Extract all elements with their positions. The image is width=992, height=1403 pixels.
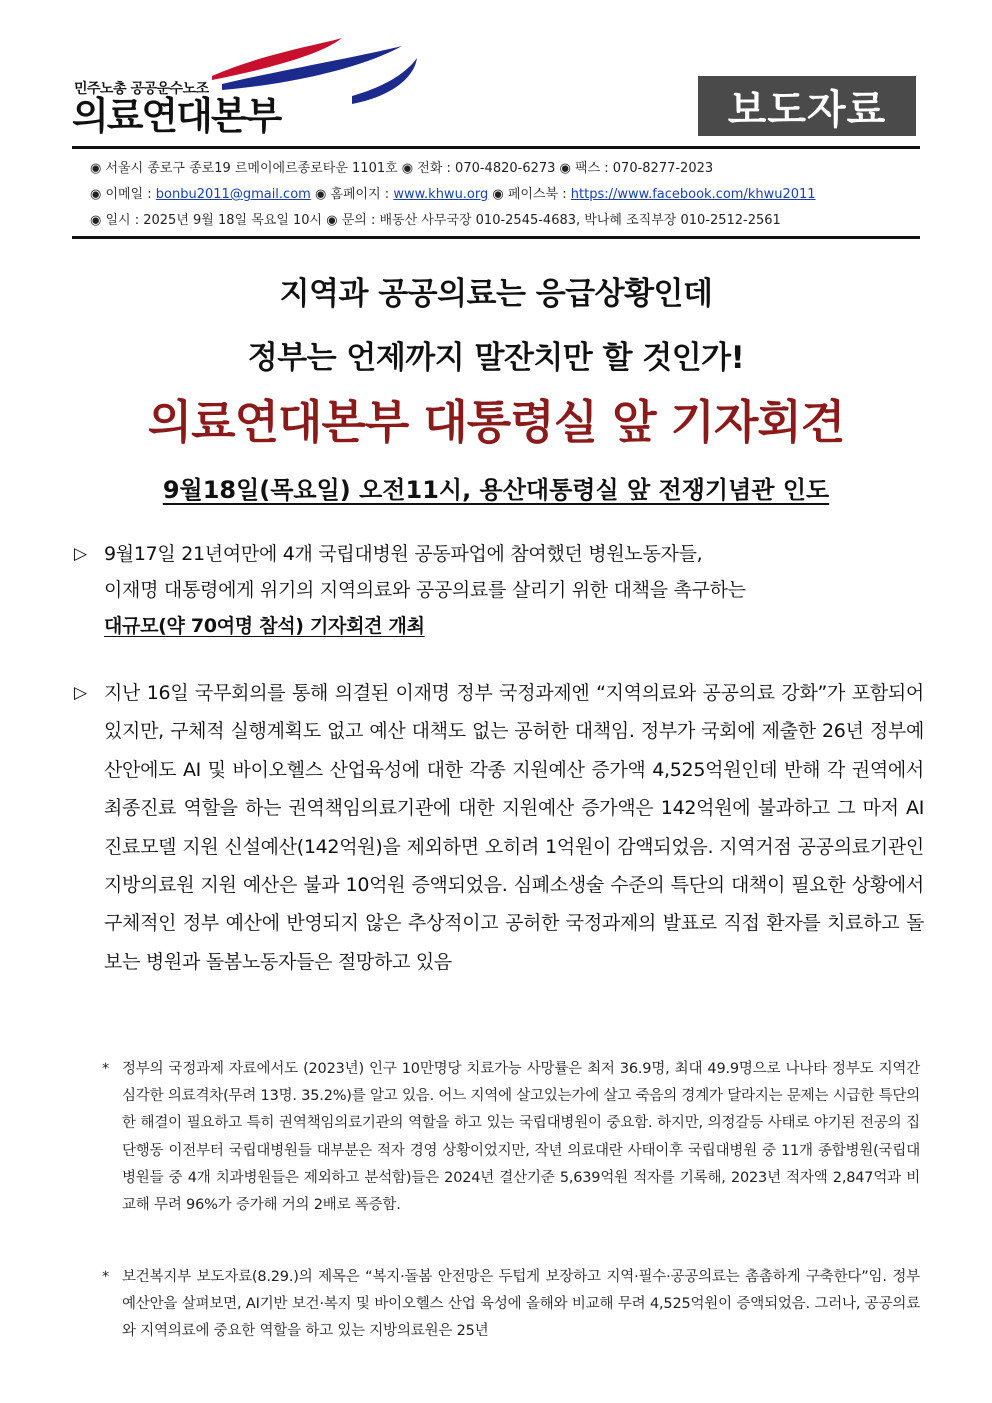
email-label: ◉ 이메일 :	[90, 187, 156, 202]
bullet-2-text: 지난 16일 국무회의를 통해 의결된 이재명 정부 국정과제엔 “지역의료와 공공의료 강화”가 포함되어 있지만, 구체적 실행계획도 없고 예산 대책도 없는 공허한 대책임. 정부가 국회에 제출한 26년 정부예산안에도 AI 및 바이오헬스 산업육성에 대한 각종 지원예산 증가액 4,525억원인데 반해 각 권역에서 최종진료 역할을 하는 권역책임의료기관에 대한 지원예산 증가액은 142억원에 불과하고 그 마저 AI진료모델 지원 신설예산(142억원)을 제외하면 오히려 1억원이 감액되었음. 지역거점 공공의료기관인 지방의료원 지원 예산은 불과 10억원 증액되었음. 심폐소생술 수준의 특단의 대책이 필요한 상황에서 구체적인 정부 예산에 반영되지 않은 추상적이고 공허한 국정과제의 발표로 직접 환자를 치료하고 돌보는 병원과 돌봄노동자들은 절망하고 있음	[104, 682, 924, 973]
letterhead	[72, 30, 920, 150]
triangle-bullet-icon: ▷	[74, 683, 87, 703]
header-rule-top	[72, 146, 920, 149]
headline-line-1: 지역과 공공의료는 응급상황인데	[279, 276, 713, 312]
facebook-link[interactable]: https://www.facebook.com/khwu2011	[570, 187, 816, 202]
address-line: ◉ 서울시 종로구 종로19 르메이에르종로타운 1101호 ◉ 전화 : 070-4820-6273 ◉ 팩스 : 070-8277-2023	[90, 161, 714, 176]
press-release-label: 보도자료	[698, 76, 916, 136]
online-contact-line	[90, 182, 920, 208]
asterisk-icon: *	[102, 1061, 110, 1077]
homepage-label: ◉ 홈페이지 :	[310, 187, 394, 202]
bullet-1-line-2: 이재명 대통령에게 위기의 지역의료와 공공의료를 살리기 위한 대책을 촉구하는	[104, 579, 746, 601]
bullet-1-text	[104, 536, 924, 644]
footnote-1-text: 정부의 국정과제 자료에서도 (2023년) 인구 10만명당 치료가능 사망률은 최저 36.9명, 최대 49.9명으로 나나타 정부도 지역간 심각한 의료격차(무려 13명. 35.2%)를 알고 있음. 어느 지역에 살고있는가에 살고 죽음의 경계가 달라지는 문제는 시급한 특단의 한 해결이 필요하고 특히 권역책임의료기관의 역할을 하고 있는 국립대병원이 중요함. 하지만, 의정갈등 사태로 야기된 전공의 집단행동 이전부터 국립대병원들 대부분은 적자 경영 상황이었지만, 작년 의료대란 사태이후 국립대병원 중 11개 종합병원(국립대병원들 중 4개 치과병원들은 제외하고 분석함)들은 2024년 결산기준 5,639억원 적자를 기록해, 2023년 적자액 2,847억과 비교해 무려 96%가 증가해 거의 2배로 폭증함.	[122, 1061, 920, 1214]
bullet-1-line-3: 대규모(약 70여명 참석) 기자회견 개최	[104, 615, 425, 637]
footnote-2-text: 보건복지부 보도자료(8.29.)의 제목은 “복지·돌봄 안전망은 두텁게 보장하고 지역·필수·공공의료는 촘촘하게 구축한다”임. 정부 예산안을 살펴보면, AI기반 보건·복지 및 바이오헬스 산업 육성에 올해와 비교해 무려 4,525억원이 증액되었음. 그러나, 공공의료와 지역의료에 중요한 역할을 하고 있는 지방의료원은 25년	[122, 1269, 920, 1340]
triangle-bullet-icon: ▷	[74, 544, 87, 564]
headline-main: 의료연대본부 대통령실 앞 기자회견	[147, 395, 845, 449]
headline-line-2: 정부는 언제까지 말잔치만 할 것인가!	[247, 340, 745, 376]
contact-info	[90, 156, 920, 234]
email-link[interactable]: bonbu2011@gmail.com	[155, 187, 311, 202]
bullet-1-line-1: 9월17일 21년여만에 4개 국립대병원 공동파업에 참여했던 병원노동자들,	[104, 543, 703, 565]
org-name: 의료연대본부	[72, 94, 281, 138]
bullet-2	[72, 674, 924, 981]
footnote-2	[100, 1264, 920, 1346]
union-name: 민주노총 공공운수노조	[74, 81, 209, 97]
schedule-contact-line: ◉ 일시 : 2025년 9월 18일 목요일 10시 ◉ 문의 : 배동산 사무국장 010-2545-4683, 박나혜 조직부장 010-2512-2561	[90, 213, 781, 228]
asterisk-icon: *	[102, 1269, 110, 1285]
event-datetime-place	[72, 470, 920, 505]
facebook-label: ◉ 페이스북 :	[488, 187, 571, 202]
bullet-1	[72, 536, 924, 644]
homepage-link[interactable]: www.khwu.org	[393, 187, 489, 202]
header-rule-bottom	[72, 236, 920, 239]
footnote-1	[100, 1056, 920, 1219]
event-datetime-text: 9월18일(목요일) 오전11시, 용산대통령실 앞 전쟁기념관 인도	[162, 476, 830, 504]
union-logo	[72, 30, 372, 140]
